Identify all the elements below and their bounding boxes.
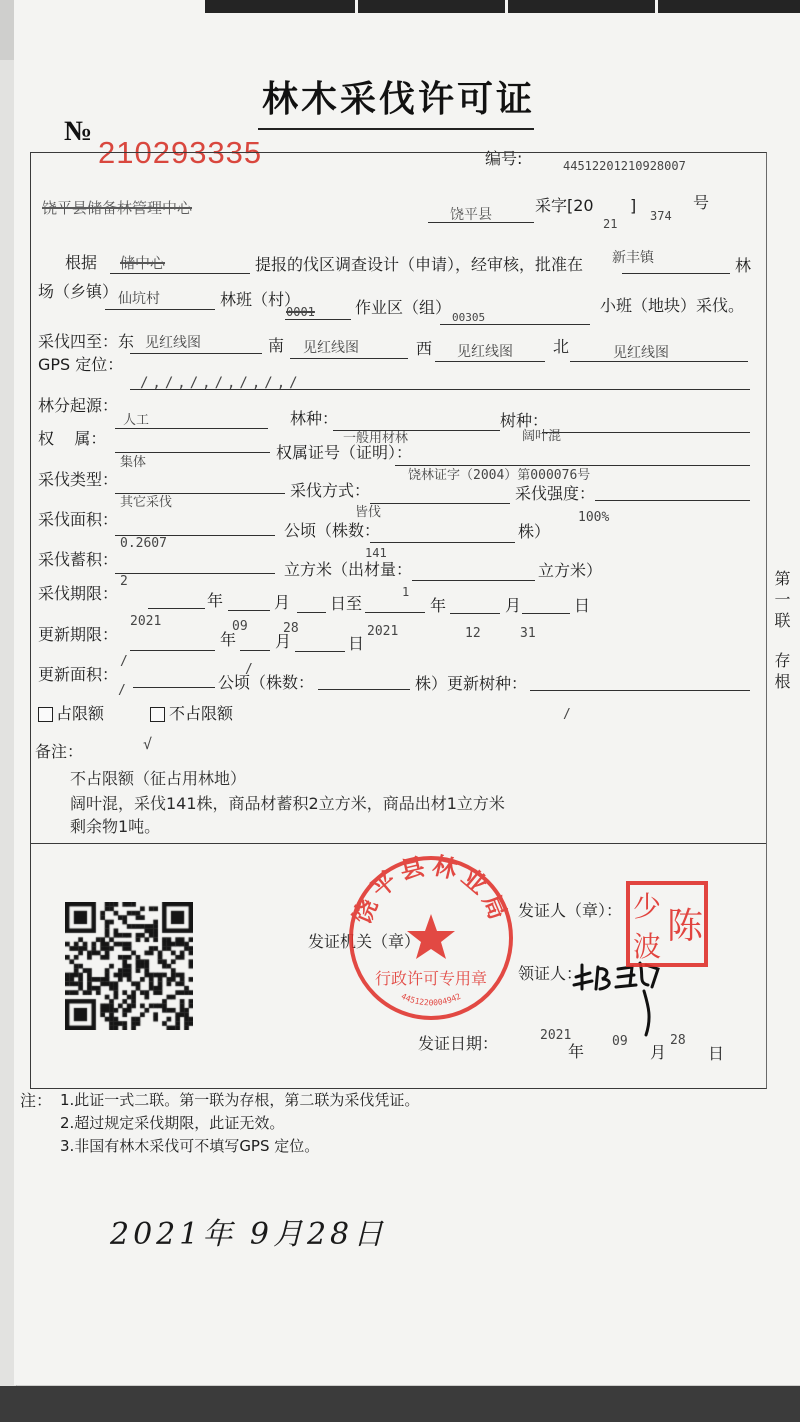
- issue-month-unit: 月: [650, 1043, 667, 1062]
- issue-date-label: 发证日期：: [418, 1034, 499, 1053]
- copy-label-stub: 存根: [772, 652, 791, 694]
- output-value: 1: [402, 585, 410, 599]
- out-quota-label: 不占限额: [169, 704, 234, 723]
- desk-surface: [0, 1386, 800, 1422]
- underline: [130, 650, 215, 651]
- notes-line-3: 3.非国有林木采伐可不填写GPS 定位。: [60, 1137, 320, 1155]
- underline: [542, 432, 750, 433]
- underline: [290, 358, 408, 359]
- harvest-type-value: 其它采伐: [120, 495, 173, 510]
- issue-day-unit: 日: [708, 1044, 725, 1063]
- section-divider: [30, 843, 766, 844]
- seal-char-2: 波: [632, 930, 662, 963]
- renewal-species-value: /: [563, 707, 571, 722]
- linban-value: 0001: [286, 305, 315, 319]
- tree-unit-label: 株）: [518, 522, 551, 541]
- issuing-agency-label: 发证机关（章）: [308, 932, 421, 951]
- underline: [370, 542, 515, 543]
- end-day-value: 31: [520, 626, 536, 641]
- month-label: 月: [274, 593, 291, 612]
- day-label: 日: [574, 596, 591, 615]
- origin-label: 林分起源：: [38, 396, 119, 415]
- handwritten-date: 2021年 9月28日: [110, 1217, 388, 1252]
- remarks-line-1: 不占限额（征占用林地）: [70, 769, 247, 788]
- underline: [450, 613, 500, 614]
- start-month-value: 09: [232, 619, 248, 634]
- underline: [522, 613, 570, 614]
- underline: [530, 690, 750, 691]
- area-label: 采伐面积：: [38, 510, 119, 529]
- underline: [130, 389, 750, 390]
- struck-applicant: 饶平县储备林管理中心: [42, 199, 193, 217]
- document-title: 林木采伐许可证: [262, 79, 536, 120]
- end-year-value: 2021: [367, 624, 399, 639]
- underline: [105, 309, 215, 310]
- underline: [440, 324, 590, 325]
- remarks-label: 备注：: [35, 742, 84, 761]
- start-year-value: 2021: [130, 614, 162, 629]
- harvest-method-value: 皆伐: [355, 505, 382, 520]
- harvest-type-label: 采伐类型：: [38, 470, 119, 489]
- renewal-month-value: /: [245, 662, 253, 677]
- according-label: 根据: [65, 253, 98, 272]
- area-unit-label: 公顷（株数：: [284, 521, 381, 540]
- gps-label: GPS 定位：: [38, 355, 124, 374]
- underline: [115, 573, 275, 574]
- xiaoban-label: 小班（地块）采伐。: [600, 296, 745, 315]
- seal-code: 4451220004942: [399, 991, 463, 1008]
- start-day-value: 28: [283, 621, 299, 636]
- in-quota-checkbox: [38, 707, 53, 722]
- underline: [115, 452, 270, 453]
- renewal-year-value: /: [120, 654, 128, 669]
- underline: [133, 687, 215, 688]
- underline: [395, 465, 750, 466]
- in-quota-label: 占限额: [56, 704, 105, 723]
- code-label: 编号:: [485, 149, 523, 168]
- renewal-species-label: 株）更新树种：: [415, 674, 528, 693]
- hao-label: 号: [693, 193, 710, 212]
- underline: [570, 361, 748, 362]
- issue-day-value: 28: [670, 1033, 686, 1048]
- underline: [115, 428, 268, 429]
- area-value: 0.2607: [120, 536, 167, 551]
- north-label: 北: [553, 337, 570, 356]
- underline: [130, 353, 262, 354]
- renewal-period-label: 更新期限：: [38, 625, 119, 644]
- harvest-intensity-label: 采伐强度：: [515, 484, 596, 503]
- top-binding-strip: [205, 0, 800, 13]
- underline: [365, 612, 425, 613]
- zone-value: 00305: [452, 311, 486, 324]
- permit-number: 374: [650, 209, 672, 223]
- underline: [110, 273, 250, 274]
- title-underline: [258, 128, 534, 130]
- origin-value: 人工: [123, 413, 150, 428]
- official-round-seal: [345, 852, 517, 1024]
- ownership-label: 权 属：: [38, 429, 107, 448]
- tree-count-value: 141: [365, 546, 387, 560]
- underline: [115, 493, 285, 494]
- underline: [412, 580, 535, 581]
- receiver-label: 领证人：: [518, 964, 583, 983]
- year-label: 年: [220, 630, 237, 649]
- underline: [297, 612, 326, 613]
- renewal-area-value: /: [118, 683, 126, 698]
- month-label: 月: [505, 596, 522, 615]
- issuer-name-seal: [625, 880, 709, 968]
- linban-label: 林班（村）: [220, 290, 301, 309]
- harvest-method-label: 采伐方式：: [290, 481, 371, 500]
- notes-line-1: 1.此证一式二联。第一联为存根，第二联为采伐凭证。: [60, 1091, 420, 1109]
- day-label: 日: [348, 634, 365, 653]
- notes-line-2: 2.超过规定采伐期限，此证无效。: [60, 1114, 285, 1132]
- village-value: 仙坑村: [118, 291, 160, 307]
- county-value: 饶平县: [450, 207, 492, 223]
- north-value: 见红线图: [613, 345, 669, 361]
- ownership-cert-label: 权属证号（证明）：: [276, 443, 413, 462]
- month-label: 月: [275, 632, 292, 651]
- year-suffix: 21: [603, 217, 618, 231]
- underline: [435, 361, 545, 362]
- issue-month-value: 09: [612, 1034, 628, 1049]
- zone-label: 作业区（组）: [355, 298, 452, 317]
- renewal-area-unit-label: 公顷（株数：: [218, 673, 315, 692]
- forest-type-label: 林种：: [290, 409, 339, 428]
- check-mark: √: [143, 735, 153, 753]
- remarks-line-3: 剩余物1吨。: [70, 817, 161, 836]
- township-label: 场（乡镇）: [38, 282, 119, 301]
- copy-label-first: 第一联: [772, 570, 791, 633]
- underline: [622, 273, 730, 274]
- bracket-close: ]: [630, 196, 637, 215]
- out-quota-checkbox: [150, 707, 165, 722]
- output-unit-label: 立方米）: [538, 561, 603, 580]
- underline: [240, 650, 270, 651]
- species-value: 阔叶混: [522, 429, 562, 444]
- ownership-value: 集体: [120, 455, 147, 470]
- underline: [595, 500, 750, 501]
- renewal-area-label: 更新面积：: [38, 665, 119, 684]
- underline: [228, 610, 270, 611]
- underline: [318, 689, 410, 690]
- underline: [295, 651, 345, 652]
- underline: [285, 319, 351, 320]
- serial-number: 210293335: [98, 135, 263, 170]
- issuer-label: 发证人（章）：: [518, 901, 623, 920]
- volume-value: 2: [120, 574, 128, 589]
- lin-label: 林: [735, 256, 752, 275]
- remarks-line-2: 阔叶混，采伐141株，商品材蓄积2立方米，商品出材1立方米: [70, 794, 505, 813]
- underline: [428, 222, 534, 223]
- year-label: 年: [207, 591, 224, 610]
- issue-year-value: 2021: [540, 1028, 572, 1043]
- day-to-label: 日至: [330, 594, 363, 613]
- code-value: 44512201210928007: [563, 159, 686, 173]
- south-value: 见红线图: [303, 340, 359, 356]
- seal-char-1: 少: [632, 890, 662, 923]
- period-label: 采伐期限：: [38, 584, 119, 603]
- volume-label: 采伐蓄积：: [38, 550, 119, 569]
- gps-value: /,/,/,/,/,/,/: [140, 375, 302, 391]
- qr-code: [65, 902, 193, 1030]
- seal-char-3: 陈: [666, 906, 704, 947]
- receiver-signature: [568, 955, 668, 1045]
- ownership-cert-value: 饶林证字（2004）第000076号: [408, 468, 591, 483]
- boundaries-label: 采伐四至：东: [38, 332, 135, 351]
- svg-text:4451220004942: [400, 992, 463, 1008]
- west-label: 西: [416, 339, 433, 358]
- east-value: 见红线图: [145, 335, 201, 351]
- underline: [370, 503, 510, 504]
- underline: [148, 608, 205, 609]
- notes-prefix: 注：: [20, 1091, 53, 1110]
- seal-agency-name: 饶平县林业局: [347, 852, 515, 929]
- south-label: 南: [268, 336, 285, 355]
- species-label: 树种：: [500, 411, 549, 430]
- issue-year-unit: 年: [568, 1042, 585, 1061]
- year-label: 年: [430, 596, 447, 615]
- cai-zi-label: 采字[20: [535, 196, 594, 215]
- seal-purpose: 行政许可专用章: [374, 969, 488, 988]
- serial-prefix: №: [64, 116, 93, 147]
- forest-type-value: 一般用材林: [343, 431, 409, 446]
- end-month-value: 12: [465, 626, 481, 641]
- applicant-value: 储中心: [120, 254, 166, 272]
- town-value: 新丰镇: [612, 250, 654, 266]
- volume-unit-label: 立方米（出材量：: [284, 560, 413, 579]
- west-value: 见红线图: [457, 344, 513, 360]
- harvest-intensity-value: 100%: [578, 510, 610, 525]
- approval-text: 提报的伐区调查设计（申请），经审核，批准在: [255, 255, 584, 274]
